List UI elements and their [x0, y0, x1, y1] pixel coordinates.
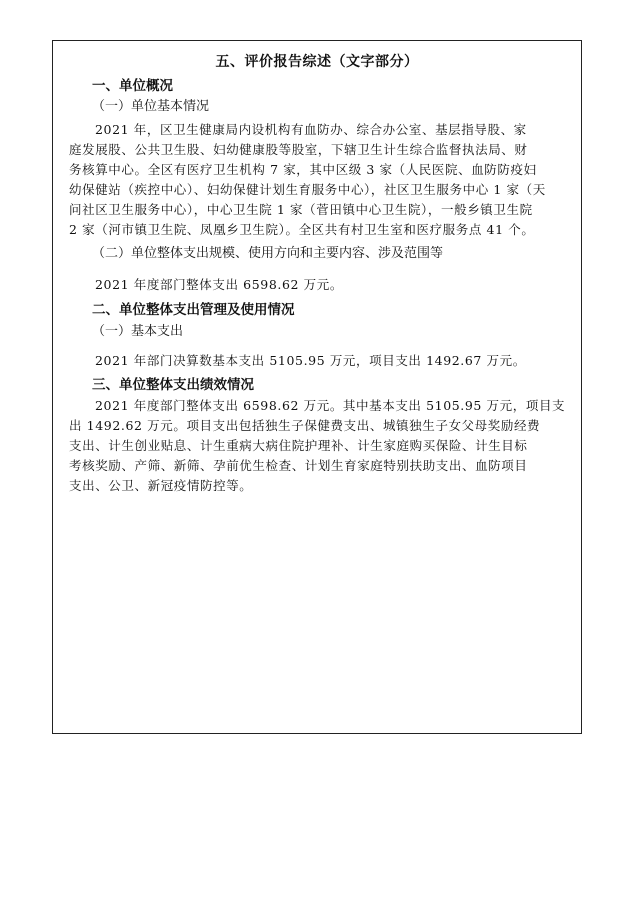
paragraph-line: 庭发展股、公共卫生股、妇幼健康股等股室，下辖卫生计生综合监督执法局、财	[69, 142, 528, 157]
subheading-basic-info: （一）单位基本情况	[92, 99, 210, 114]
subheading-expenditure-scope: （二）单位整体支出规模、使用方向和主要内容、涉及范围等	[92, 246, 444, 261]
paragraph-line: 2021 年度部门整体支出 6598.62 万元。	[95, 277, 343, 292]
paragraph-line: 支出、公卫、新冠疫情防控等。	[69, 478, 253, 493]
paragraph-line: 幼保健站（疾控中心）、妇幼保健计划生育服务中心），社区卫生服务中心 1 家（天	[69, 182, 546, 197]
paragraph-line: 2021 年部门决算数基本支出 5105.95 万元，项目支出 1492.67 万元。	[95, 353, 526, 368]
subheading-basic-expenditure: （一）基本支出	[92, 324, 184, 339]
paragraph-line: 2021 年，区卫生健康局内设机构有血防办、综合办公室、基层指导股、家	[95, 122, 527, 137]
section-heading-performance: 三、单位整体支出绩效情况	[92, 377, 254, 393]
paragraph-line: 务核算中心。全区有医疗卫生机构 7 家，其中区级 3 家（人民医院、血防防疫妇	[69, 162, 537, 177]
paragraph-line: 考核奖励、产筛、新筛、孕前优生检查、计划生育家庭特别扶助支出、血防项目	[69, 458, 528, 473]
paragraph-line: 2 家（河市镇卫生院、凤凰乡卫生院）。全区共有村卫生室和医疗服务点 41 个。	[69, 222, 535, 237]
page-title: 五、评价报告综述（文字部分）	[215, 54, 419, 70]
paragraph-line: 支出、计生创业贴息、计生重病大病住院护理补、计生家庭购买保险、计生目标	[69, 438, 528, 453]
section-heading-expenditure-management: 二、单位整体支出管理及使用情况	[92, 302, 295, 318]
section-heading-unit-overview: 一、单位概况	[92, 78, 173, 94]
report-frame	[52, 40, 582, 734]
paragraph-line: 问社区卫生服务中心），中心卫生院 1 家（菅田镇中心卫生院），一般乡镇卫生院	[69, 202, 533, 217]
paragraph-line: 出 1492.62 万元。项目支出包括独生子保健费支出、城镇独生子女父母奖励经费	[69, 418, 541, 433]
paragraph-line: 2021 年度部门整体支出 6598.62 万元。其中基本支出 5105.95 万元，项目支	[95, 398, 566, 413]
